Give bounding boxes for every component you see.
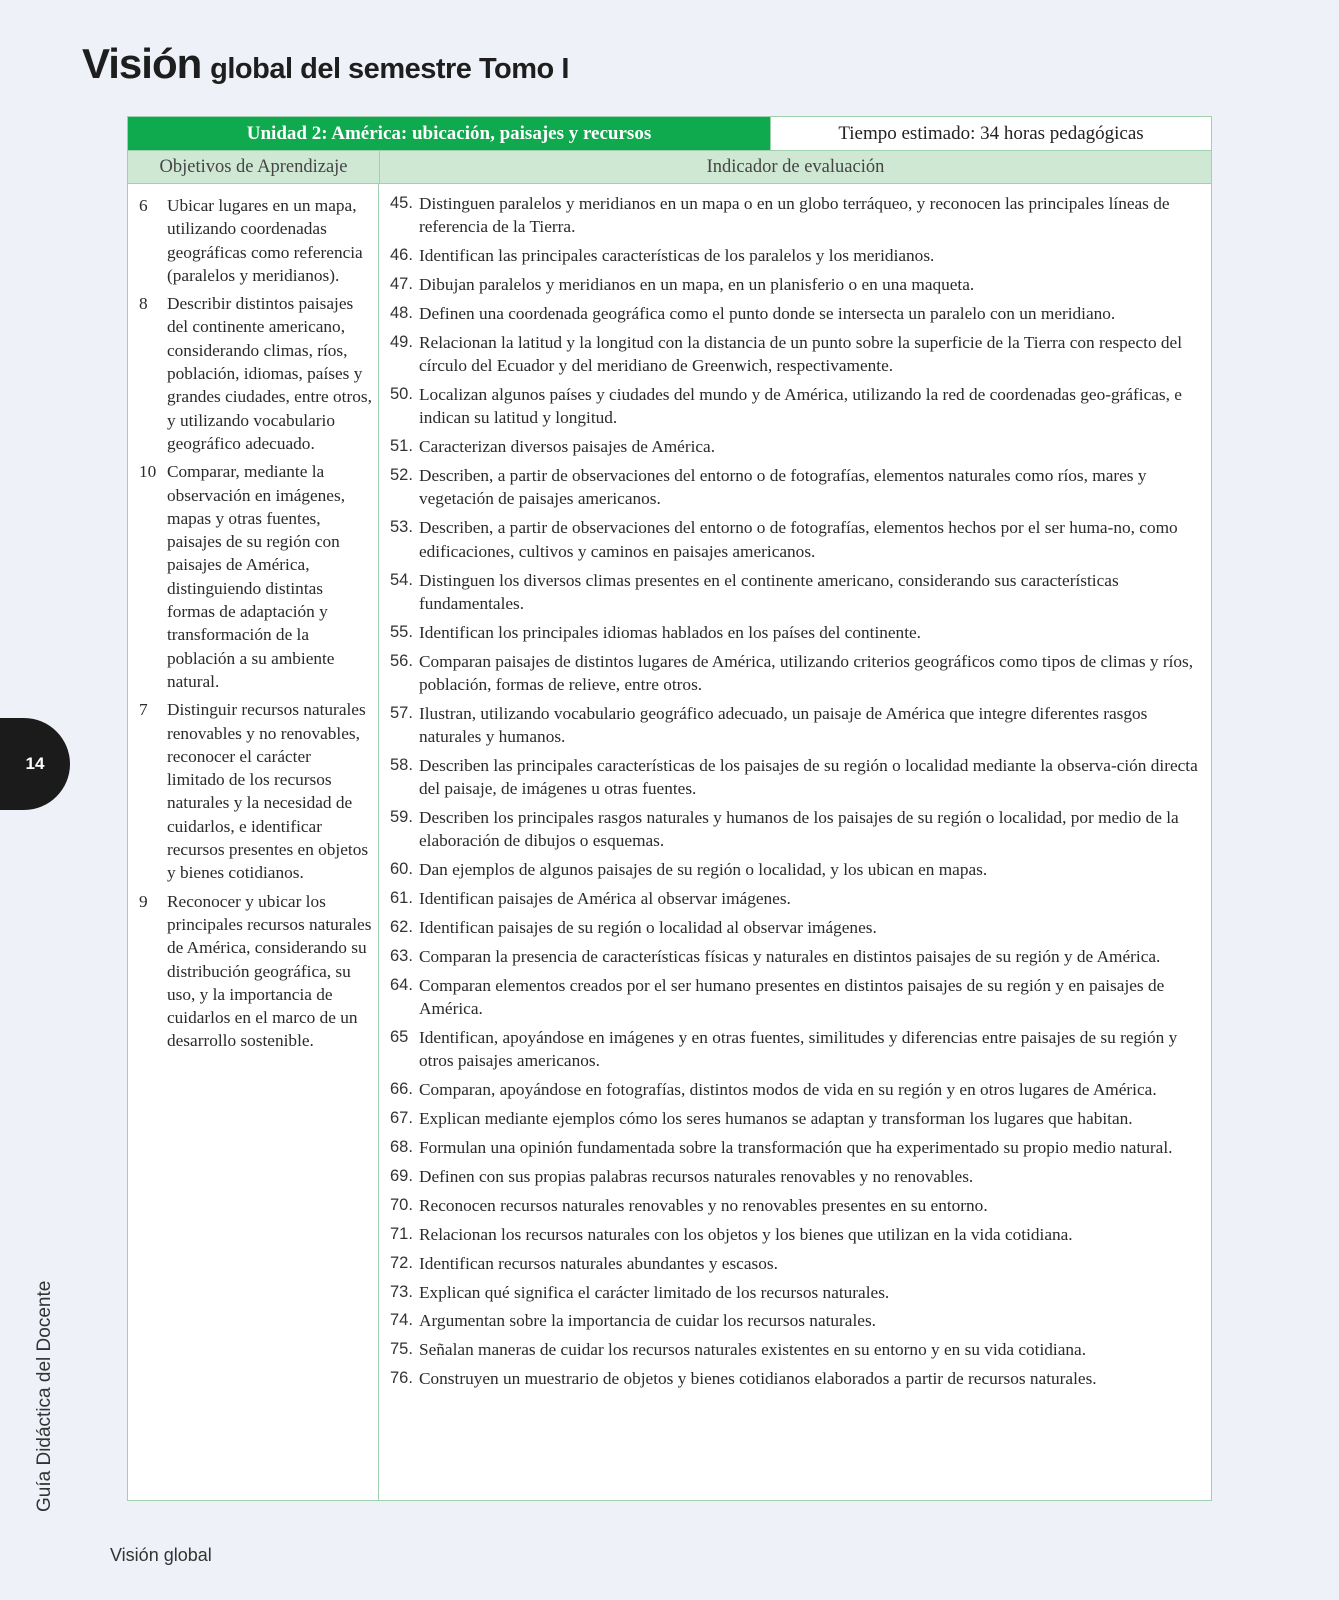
indicator-number: 49.: [390, 332, 413, 351]
objective-number: 7: [139, 700, 148, 720]
indicator-number: 57.: [390, 703, 413, 722]
page-title-main: Visión: [82, 40, 202, 87]
indicator-text: Identifican paisajes de su región o localidad al observar imágenes.: [419, 918, 877, 938]
indicator-number: 76.: [390, 1369, 413, 1388]
indicator-item: [390, 858, 1201, 881]
indicator-text: Describen los principales rasgos naturales y humanos de los paisajes de su región o localidad, por medio de la elaboración de dibujos o esquemas.: [419, 808, 1179, 851]
indicator-number: 48.: [390, 303, 413, 322]
indicator-number: 54.: [390, 570, 413, 589]
indicator-number: 45.: [390, 194, 413, 212]
indicator-item: [390, 1107, 1201, 1130]
page-title: [82, 40, 569, 88]
objective-text: Distinguir recursos naturales renovables y no renovables, reconocer el carácter limitado de los recursos naturales y la necesidad de cuidarlos, e identificar recursos presentes en objetos y bienes cotidianos.: [167, 700, 369, 883]
objective-number: 10: [139, 462, 157, 482]
indicator-text: Relacionan la latitud y la longitud con la distancia de un punto sobre la superficie de la Tierra con respecto del círculo del Ecuador y del meridiano de Greenwich, respectivamente.: [419, 332, 1183, 376]
indicator-item: [390, 1194, 1201, 1217]
objective-text: Describir distintos paisajes del continente americano, considerando climas, ríos, población, idiomas, países y grandes ciudades, entre otros, y utilizando vocabulario geográfico adecuado.: [167, 294, 372, 453]
unit-title: Unidad 2: América: ubicación, paisajes y recursos: [128, 117, 770, 150]
indicator-text: Describen las principales características de los paisajes de su región o localidad mediante la observa-ción directa del paisaje, de imágenes u otras fuentes.: [419, 755, 1198, 799]
indicator-text: Explican qué significa el carácter limitado de los recursos naturales.: [419, 1282, 890, 1302]
objective-item: [139, 292, 372, 455]
indicator-text: Formulan una opinión fundamentada sobre la transformación que ha experimentado su propio medio natural.: [419, 1138, 1173, 1158]
indicator-item: [390, 806, 1201, 853]
objective-text: Ubicar lugares en un mapa, utilizando coordenadas geográficas como referencia (paralelos y meridianos).: [167, 196, 363, 285]
indicator-text: Construyen un muestrario de objetos y bienes cotidianos elaborados a partir de recursos naturales.: [419, 1369, 1097, 1389]
indicator-item: [390, 702, 1201, 749]
indicator-text: Argumentan sobre la importancia de cuidar los recursos naturales.: [419, 1311, 876, 1331]
objective-number: 9: [139, 891, 148, 911]
indicators-list: [379, 184, 1211, 1500]
indicator-item: [390, 1165, 1201, 1188]
indicator-item: [390, 516, 1201, 563]
indicator-number: 63.: [390, 947, 413, 965]
indicator-item: [390, 192, 1201, 239]
indicator-text: Señalan maneras de cuidar los recursos naturales existentes en su entorno y en su vida cotidiana.: [419, 1340, 1087, 1360]
objective-item: [139, 698, 372, 884]
objective-item: [139, 460, 372, 693]
page-number-tab: [0, 718, 70, 810]
indicator-number: 66.: [390, 1080, 413, 1099]
indicator-number: 53.: [390, 518, 413, 537]
indicator-number: 72.: [390, 1253, 413, 1272]
indicator-text: Comparan la presencia de características físicas y naturales en distintos paisajes de su región y de América.: [419, 947, 1161, 966]
column-header-row: [128, 150, 1211, 184]
indicator-item: [390, 1223, 1201, 1246]
indicator-text: Comparan paisajes de distintos lugares de América, utilizando criterios geográficos como tipos de climas y ríos, población, formas de relieve, entre otros.: [419, 651, 1194, 694]
indicator-text: Identifican los principales idiomas hablados en los países del continente.: [419, 622, 921, 642]
indicator-text: Comparan, apoyándose en fotografías, distintos modos de vida en su región y en otros lugares de América.: [419, 1080, 1157, 1100]
indicator-number: 71.: [390, 1224, 413, 1243]
indicator-item: [390, 916, 1201, 939]
indicator-text: Definen una coordenada geográfica como el punto donde se intersecta un paralelo con un meridiano.: [419, 303, 1116, 323]
indicator-text: Identifican, apoyándose en imágenes y en otras fuentes, similitudes y diferencias entre paisajes de su región y otros paisajes americanos.: [419, 1028, 1178, 1071]
indicator-item: [390, 650, 1201, 697]
indicator-number: 59.: [390, 808, 413, 827]
indicator-number: 75.: [390, 1340, 413, 1359]
indicator-text: Identifican las principales características de los paralelos y los meridianos.: [419, 246, 935, 266]
indicator-number: 74.: [390, 1311, 413, 1330]
column-header-objectives: Objetivos de Aprendizaje: [128, 151, 380, 183]
indicator-item: [390, 887, 1201, 910]
indicator-text: Relacionan los recursos naturales con los objetos y los bienes que utilizan en la vida cotidiana.: [419, 1224, 1073, 1244]
indicator-item: [390, 621, 1201, 644]
indicator-item: [390, 754, 1201, 801]
indicator-text: Distinguen los diversos climas presentes en el continente americano, considerando sus características fundamentales.: [419, 570, 1119, 613]
objective-number: 8: [139, 294, 148, 314]
indicator-number: 61.: [390, 889, 413, 908]
indicator-number: 58.: [390, 755, 413, 774]
indicator-item: [390, 1338, 1201, 1361]
indicator-item: [390, 383, 1201, 430]
indicator-number: 69.: [390, 1166, 413, 1185]
indicator-item: [390, 435, 1201, 458]
indicator-item: [390, 1252, 1201, 1275]
footer-label: Visión global: [110, 1545, 212, 1565]
indicator-number: 47.: [390, 275, 413, 294]
objective-item: [139, 890, 372, 1053]
indicator-text: Localizan algunos países y ciudades del mundo y de América, utilizando la red de coordenadas geo-gráficas, e indican su latitud y longitud.: [419, 385, 1182, 428]
indicator-item: [390, 1026, 1201, 1073]
table-body: [128, 184, 1211, 1500]
indicator-text: Definen con sus propias palabras recursos naturales renovables y no renovables.: [419, 1166, 974, 1186]
indicator-number: 73.: [390, 1282, 413, 1301]
indicator-number: 67.: [390, 1109, 413, 1128]
unit-table: [127, 116, 1212, 1501]
indicator-text: Describen, a partir de observaciones del entorno o de fotografías, elementos hechos por el ser huma-no, como edificaciones, cultivos y caminos en paisajes americanos.: [419, 518, 1178, 561]
page-title-rest: global del semestre Tomo I: [210, 53, 569, 85]
indicator-item: [390, 569, 1201, 616]
objective-item: [139, 194, 372, 287]
indicator-text: Ilustran, utilizando vocabulario geográfico adecuado, un paisaje de América que integre diferentes rasgos naturales y humanos.: [419, 703, 1148, 747]
indicator-item: [390, 273, 1201, 296]
indicator-text: Distinguen paralelos y meridianos en un mapa o en un globo terráqueo, y reconocen las principales líneas de referencia de la Tierra.: [419, 194, 1170, 237]
objective-text: Reconocer y ubicar los principales recursos naturales de América, considerando su distribución geográfica, su uso, y la importancia de cuidarlos en el marco de un desarrollo sostenible.: [167, 891, 372, 1051]
indicator-number: 65: [390, 1028, 409, 1047]
indicator-text: Caracterizan diversos paisajes de América.: [419, 437, 716, 457]
indicator-number: 52.: [390, 466, 413, 485]
column-header-indicators: Indicador de evaluación: [706, 156, 885, 177]
indicator-number: 60.: [390, 860, 413, 879]
indicator-number: 50.: [390, 385, 413, 404]
indicator-number: 55.: [390, 622, 413, 641]
indicator-text: Comparan elementos creados por el ser humano presentes en distintos paisajes de su región y en paisajes de América.: [419, 975, 1165, 1019]
estimated-time: Tiempo estimado: 34 horas pedagógicas: [770, 117, 1211, 150]
indicator-item: [390, 1281, 1201, 1304]
objective-number: 6: [139, 196, 148, 215]
indicator-text: Dibujan paralelos y meridianos en un mapa, en un planisferio o en una maqueta.: [419, 275, 975, 295]
objectives-list: [128, 184, 379, 1500]
indicator-item: [390, 244, 1201, 267]
objective-text: Comparar, mediante la observación en imágenes, mapas y otras fuentes, paisajes de su región con paisajes de América, distinguiendo distintas formas de adaptación y transformación de la población a su ambiente natural.: [167, 462, 346, 691]
indicator-item: [390, 974, 1201, 1021]
indicator-text: Dan ejemplos de algunos paisajes de su región o localidad, y los ubican en mapas.: [419, 860, 988, 880]
indicator-text: Reconocen recursos naturales renovables y no renovables presentes en su entorno.: [419, 1195, 988, 1215]
indicator-number: 46.: [390, 246, 413, 265]
indicator-number: 64.: [390, 975, 413, 994]
indicator-number: 62.: [390, 918, 413, 937]
indicator-item: [390, 945, 1201, 968]
indicator-item: [390, 464, 1201, 511]
indicator-text: Identifican recursos naturales abundantes y escasos.: [419, 1253, 778, 1273]
indicator-number: 70.: [390, 1195, 413, 1214]
indicator-text: Explican mediante ejemplos cómo los seres humanos se adaptan y transforman los lugares que habitan.: [419, 1109, 1133, 1129]
indicator-item: [390, 302, 1201, 325]
indicator-number: 51.: [390, 437, 413, 456]
unit-header-row: [128, 117, 1211, 150]
page-number: 14: [25, 754, 45, 773]
side-label: Guía Didáctica del Docente: [34, 1280, 55, 1512]
indicator-number: 68.: [390, 1138, 413, 1157]
indicator-item: [390, 1367, 1201, 1390]
indicator-text: Describen, a partir de observaciones del entorno o de fotografías, elementos naturales como ríos, mares y vegetación de paisajes americanos.: [419, 466, 1147, 509]
indicator-item: [390, 331, 1201, 378]
indicator-number: 56.: [390, 651, 413, 670]
indicator-item: [390, 1309, 1201, 1332]
indicator-item: [390, 1078, 1201, 1101]
indicator-text: Identifican paisajes de América al observar imágenes.: [419, 889, 791, 909]
indicator-item: [390, 1136, 1201, 1159]
